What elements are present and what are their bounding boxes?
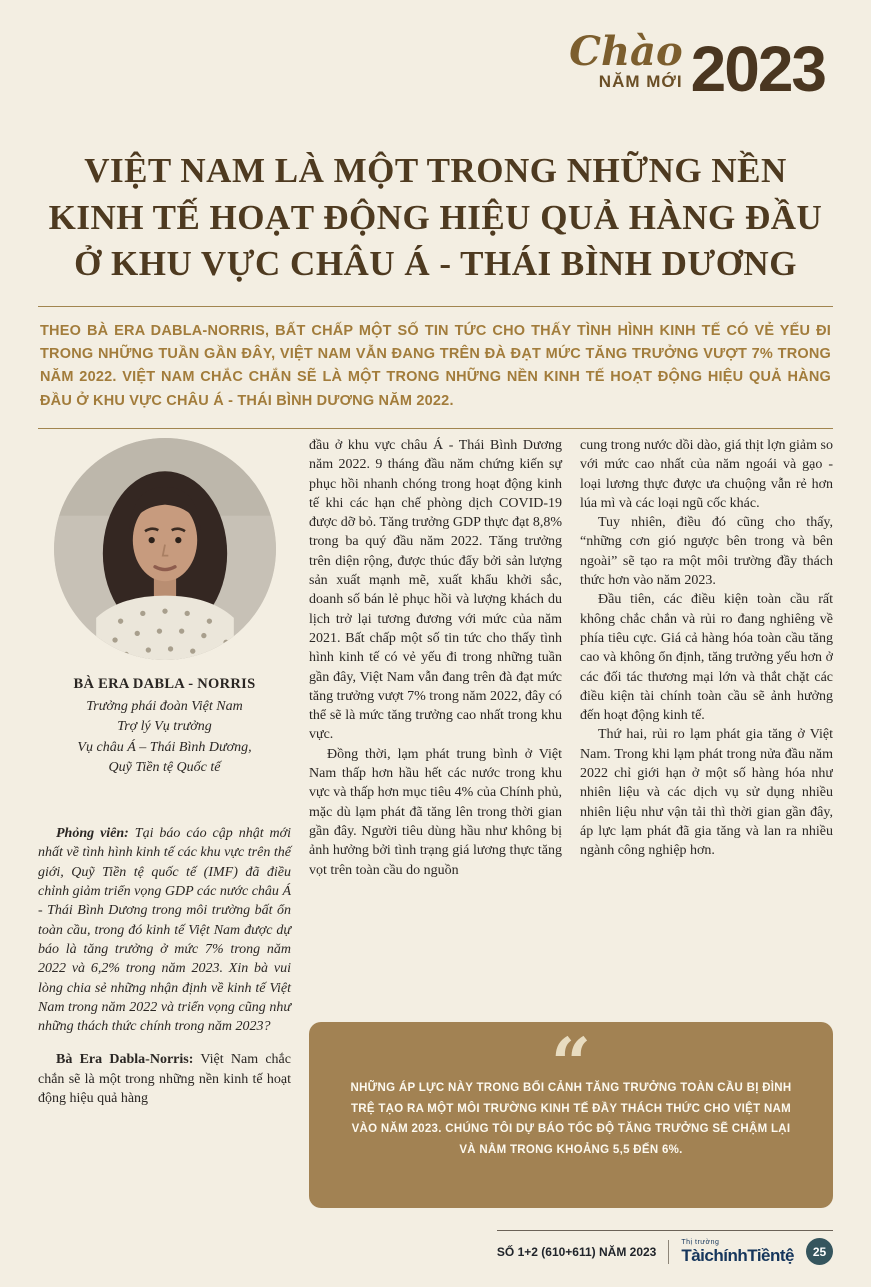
question-text: Tại báo cáo cập nhật mới nhất về tình hình kinh tế các khu vực trên thế giới, Quỹ Tiền tệ quốc tế (IMF) đã điều chỉnh giảm triển vọng GDP các nước châu Á - Thái Bình Dương trong môi trường bất ổn toàn cầu, trong đó kinh tế Việt Nam được dự báo là tăng trưởng ở mức 7% trong năm 2022 và 6,2% trong năm 2023. Xin bà vui lòng chia sẻ những nhận định về kinh tế Việt Nam trong năm 2022 và triển vọng cũng như những thách thức chính trong năm 2023? [38,826,292,1035]
page-footer [38,1230,833,1265]
quote-mark-icon: “ [550,1022,592,1105]
question-label: Phỏng viên: [56,826,129,842]
profile-block [38,438,291,778]
body-paragraph: Thứ hai, rủi ro lạm phát gia tăng ở Việt Nam. Trong khi lạm phát trong nửa đầu năm 2022 chỉ giới hạn ở một số hàng hóa như nhiên liệu và các dịch vụ sử dụng nhiều nhiên liệu như vận tải thì thời gian gần đây, áp lực lạm phát đã gia tăng và lan ra nhiều ngành công nghiệp hơn. [580,727,833,859]
headline-line-3: Ở KHU VỰC CHÂU Á - THÁI BÌNH DƯƠNG [74,244,797,284]
issue-number: SỐ 1+2 (610+611) NĂM 2023 [496,1244,657,1259]
body-paragraph: cung trong nước dồi dào, giá thịt lợn giảm so với mức cao nhất của năm ngoái và gạo - loại lương thực được ưa chuộng vẫn rẻ hơn lúa mì và các loại ngũ cốc khác. [580,438,833,511]
headline-line-1: VIỆT NAM LÀ MỘT TRONG NHỮNG NỀN [84,151,787,190]
article-headline [40,148,831,288]
footer-divider [668,1240,669,1264]
masthead-subtitle: NĂM MỚI [598,72,683,91]
profile-title-1: Trưởng phái đoàn Việt Nam [86,699,243,714]
interview-question [38,824,291,1036]
masthead-script-word: Chào [569,28,683,75]
profile-name: BÀ ERA DABLA - NORRIS [73,676,256,692]
profile-title-3: Vụ châu Á – Thái Bình Dương, [77,739,252,755]
lede-text: THEO BÀ ERA DABLA-NORRIS, BẤT CHẤP MỘT SỐ TIN TỨC CHO THẤY TÌNH HÌNH KINH TẾ CÓ VẺ YẾU ĐI TRONG NHỮNG TUẦN GẦN ĐÂY, VIỆT NAM VẪN ĐANG TRÊN ĐÀ ĐẠT MỨC TĂNG TRƯỞNG VƯỢT 7% TRONG NĂM 2022. VIỆT NAM CHẮC CHẮN SẼ LÀ MỘT TRONG NHỮNG NỀN KINH TẾ HOẠT ĐỘNG HIỆU QUẢ HÀNG ĐẦU Ở KHU VỰC CHÂU Á - THÁI BÌNH DƯƠNG NĂM 2022. [40,323,831,409]
masthead-left [569,28,683,96]
masthead [569,28,825,105]
pull-quote-box [309,1022,833,1208]
footer-row [38,1238,833,1265]
page-number-badge: 25 [806,1238,833,1265]
profile-title-2: Trợ lý Vụ trưởng [117,719,212,735]
pull-quote-text: NHỮNG ÁP LỰC NÀY TRONG BỐI CẢNH TĂNG TRƯỞNG TOÀN CẦU BỊ ĐÌNH TRỆ TẠO RA MỘT MÔI TRƯỜNG KINH TẾ ĐẦY THÁCH THỨC CHO VIỆT NAM VÀO NĂM 2023. CHÚNG TÔI DỰ BÁO TỐC ĐỘ TĂNG TRƯỞNG SẼ CHẬM LẠI VÀ NẰM TRONG KHOẢNG 5,5 ĐẾN 6%. [350,1082,792,1157]
body-paragraph: Tuy nhiên, điều đó cũng cho thấy, “những cơn gió ngược bên trong và bên ngoài” sẽ tạo ra một môi trường đầy thách thức hơn vào năm 2023. [580,515,833,589]
masthead-year: 2023 [690,32,825,105]
answer-text: Việt Nam chắc chắn sẽ là một trong những nền kinh tế hoạt động hiệu quả hàng [38,1052,291,1107]
profile-title-4: Quỹ Tiền tệ Quốc tế [108,759,221,775]
body-paragraph: Đầu tiên, các điều kiện toàn cầu rất không chắc chắn và rủi ro đang nghiêng về phía tiêu cực. Giá cả hàng hóa toàn cầu tăng cao và không ổn định, tăng trưởng yếu hơn ở các đối tác thương mại lớn và thắt chặt các điều kiện tài chính toàn cầu sẽ ảnh hưởng đến hoạt động kinh tế. [580,592,833,724]
headline-line-2: KINH TẾ HOẠT ĐỘNG HIỆU QUẢ HÀNG ĐẦU [48,197,823,237]
interview-answer [38,1050,291,1108]
profile-caption [38,676,291,778]
portrait-photo [54,438,276,660]
publication-logo-small-text: Thị trường [681,1239,720,1246]
publication-logo [681,1239,794,1264]
column-left [38,436,291,1232]
portrait-illustration [54,438,276,660]
footer-rule [497,1230,833,1231]
body-paragraph: đầu ở khu vực châu Á - Thái Bình Dương năm 2022. 9 tháng đầu năm chứng kiến sự phục hồi nhanh chóng trong hoạt động kinh tế khi các hạn chế phòng dịch COVID-19 được dỡ bỏ. Tăng trưởng GDP thực đạt 8,8% trong ba quý đầu năm 2022. Tăng trưởng trên diện rộng, được thúc đẩy bởi sản lượng sản xuất mạnh mẽ, xuất khẩu khởi sắc, doanh số bán lẻ phục hồi và lượng khách du lịch trở lại tương đương với mức của năm 2021. Bất chấp một số tin tức cho thấy tình hình kinh tế có vẻ yếu đi trong những tuần gần đây, Việt Nam vẫn đang trên đà đạt mức tăng trưởng vượt 7% trong năm 2022, đây có thể sẽ là mức tăng trưởng cao nhất trong khu vực. [309,438,562,743]
answer-label: Bà Era Dabla-Norris: [56,1052,194,1068]
article-lede [38,306,833,429]
publication-logo-text: TàichínhTiềntệ [681,1246,794,1265]
body-paragraph: Đồng thời, lạm phát trung bình ở Việt Nam thấp hơn hầu hết các nước trong khu vực và thấp hơn mục tiêu 4% của Chính phủ, mặc dù lạm phát đã tăng lên trong thời gian gần đây. Người tiêu dùng hầu như không bị ảnh hưởng bởi tình trạng giá lương thực tăng vọt trên toàn cầu do nguồn [309,746,562,878]
